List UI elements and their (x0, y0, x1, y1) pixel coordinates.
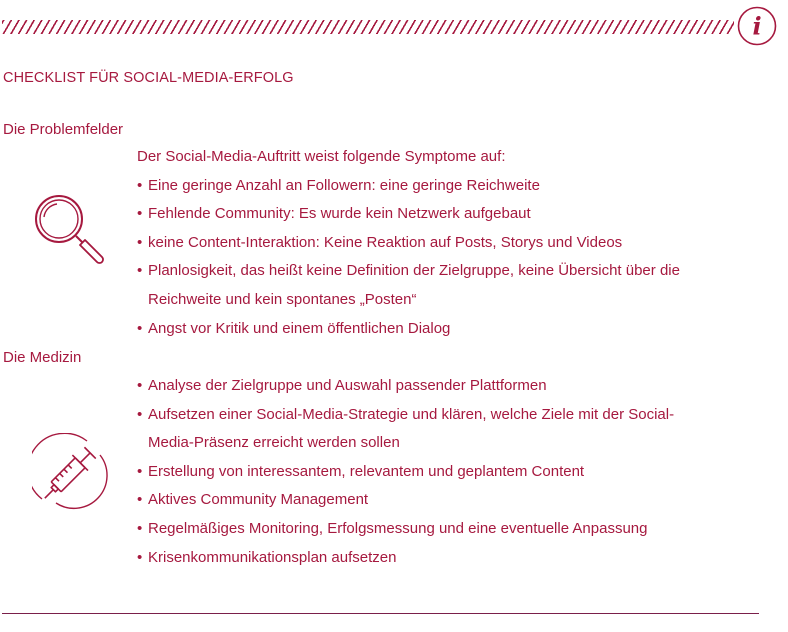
list-item-text: Erstellung von interessantem, relevantem und geplantem Content (148, 462, 585, 480)
list-item-text: Krisenkommunikationsplan aufsetzen (148, 548, 397, 566)
list-item (137, 229, 757, 258)
info-icon (737, 6, 777, 46)
list-item (137, 515, 757, 544)
bullet-symbol: • (137, 262, 143, 280)
list-item (137, 458, 757, 487)
list-item (137, 257, 757, 314)
hatch-stripe (2, 20, 734, 34)
bullet-symbol: • (137, 233, 143, 251)
section-title-medicine: Die Medizin (3, 349, 82, 366)
problem-intro: Der Social-Media-Auftritt weist folgende Symptome auf: (137, 148, 506, 165)
list-item (137, 544, 757, 573)
bullet-symbol: • (137, 462, 143, 480)
bullet-symbol: • (137, 319, 143, 337)
page-title: CHECKLIST FÜR SOCIAL-MEDIA-ERFOLG (3, 70, 294, 86)
list-item-text: Aufsetzen einer Social-Media-Strategie und klären, welche Ziele mit der Social-Media-Präsenz erreicht werden sollen (148, 405, 675, 452)
list-item-text: Planlosigkeit, das heißt keine Definition der Zielgruppe, keine Übersicht über die Reichweite und kein spontanes „Posten“ (148, 262, 680, 308)
list-item (137, 401, 757, 458)
magnifier-icon (30, 190, 106, 266)
list-item (137, 172, 757, 201)
bullet-symbol: • (137, 548, 143, 566)
list-item-text: keine Content-Interaktion: Keine Reaktion auf Posts, Storys und Videos (148, 233, 623, 251)
list-item-text: Angst vor Kritik und einem öffentlichen Dialog (148, 319, 451, 337)
list-item (137, 200, 757, 229)
bullet-symbol: • (137, 491, 143, 509)
list-item-text: Analyse der Zielgruppe und Auswahl passender Plattformen (148, 377, 547, 394)
list-item (137, 372, 757, 401)
problem-list (137, 143, 757, 343)
list-item (137, 486, 757, 515)
list-item (137, 315, 757, 344)
list-item-text: Eine geringe Anzahl an Followern: eine geringe Reichweite (148, 176, 540, 194)
info-letter: i (752, 11, 762, 41)
bullet-symbol: • (137, 377, 143, 394)
list-item-text: Fehlende Community: Es wurde kein Netzwerk aufgebaut (148, 205, 531, 223)
syringe-icon (32, 433, 110, 511)
list-item-text: Aktives Community Management (148, 491, 369, 509)
list-item-text: Regelmäßiges Monitoring, Erfolgsmessung und eine eventuelle Anpassung (148, 519, 648, 537)
footer-divider (2, 613, 759, 614)
bullet-symbol: • (137, 519, 143, 537)
section-title-problems: Die Problemfelder (3, 121, 124, 138)
bullet-symbol: • (137, 176, 143, 194)
bullet-symbol: • (137, 205, 143, 223)
bullet-symbol: • (137, 405, 143, 423)
medicine-list (137, 372, 757, 572)
